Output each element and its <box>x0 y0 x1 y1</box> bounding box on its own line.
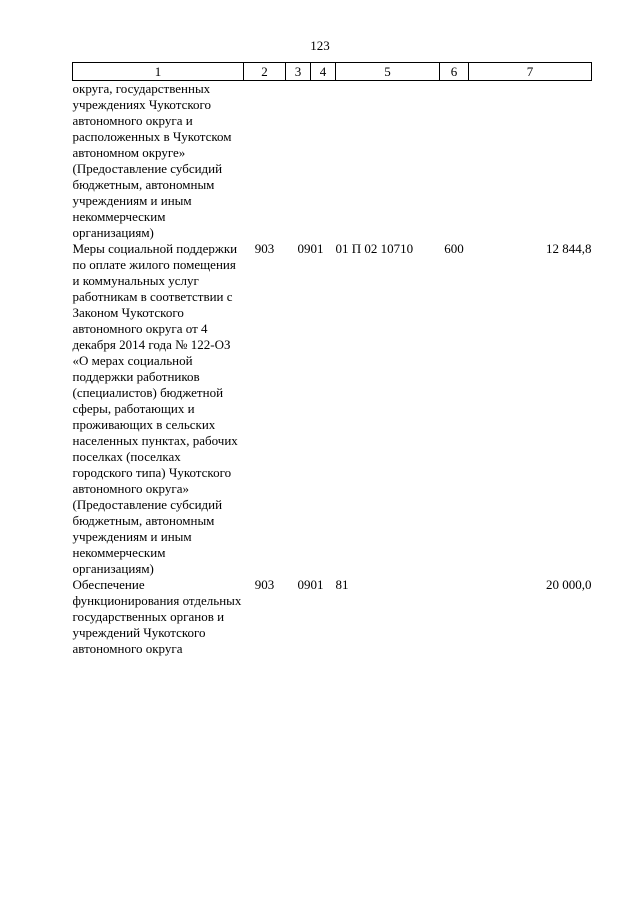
row-subsection: 01 <box>310 577 324 592</box>
column-header-6: 6 <box>440 63 469 81</box>
table-row <box>73 81 592 242</box>
table-row <box>73 241 592 577</box>
column-header-5: 5 <box>336 63 440 81</box>
column-header-7: 7 <box>469 63 592 81</box>
page-number: 123 <box>310 38 330 53</box>
row-expense-type <box>440 577 469 657</box>
column-header-1: 1 <box>73 63 244 81</box>
row-amount: 12 844,8 <box>546 241 592 256</box>
row-amount <box>469 81 592 242</box>
row-amount: 20 000,0 <box>546 577 592 592</box>
table-row <box>73 577 592 657</box>
column-header-2: 2 <box>244 63 286 81</box>
row-target-article <box>336 81 440 242</box>
column-header-4: 4 <box>311 63 336 81</box>
row-section <box>286 81 311 242</box>
row-name: Меры социальной поддержки по оплате жилого помещения и коммунальных услуг работникам в соответствии с Законом Чукотского автономного округа от 4 декабря 2014 года № 122-ОЗ «О мерах социальной поддержки работников (специалистов) бюджетной сферы, работающих и проживающих в сельских населенных пунктах, рабочих поселках (поселках городского типа) Чукотского автономного округа» (Предоставление субсидий бюджетным, автономным учреждениям и иным некоммерческим организациям) <box>72 241 238 576</box>
row-expense-type: 600 <box>444 241 464 256</box>
column-header-3: 3 <box>286 63 311 81</box>
table-header-row <box>73 63 592 81</box>
row-name: округа, государственных учреждениях Чукотского автономного округа и расположенных в Чукотском автономном округе» (Предоставление субсидий бюджетным, автономным учреждениям и иным некоммерческим организациям) <box>72 81 232 240</box>
row-subsection: 01 <box>310 241 324 256</box>
row-name: Обеспечение функционирования отдельных государственных органов и учреждений Чукотского автономного округа <box>72 577 242 656</box>
row-section: 09 <box>297 241 311 256</box>
row-grbs: 903 <box>254 577 275 592</box>
row-target-article: 81 <box>335 577 349 592</box>
row-target-article: 01 П 02 10710 <box>335 241 414 256</box>
row-grbs: 903 <box>254 241 275 256</box>
row-subsection <box>311 81 336 242</box>
row-section: 09 <box>297 577 311 592</box>
row-expense-type <box>440 81 469 242</box>
row-grbs <box>244 81 286 242</box>
budget-table <box>72 62 592 657</box>
